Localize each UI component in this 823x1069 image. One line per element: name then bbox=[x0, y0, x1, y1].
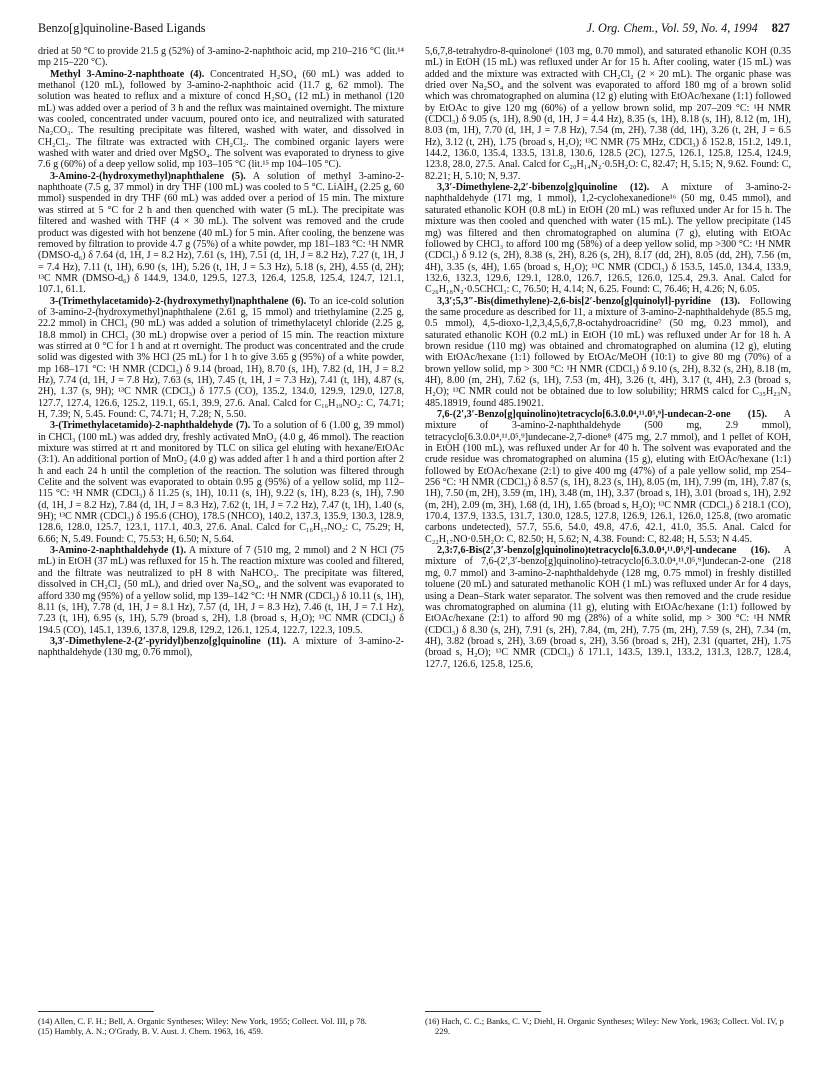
paragraph bbox=[38, 46, 404, 69]
footnotes-right bbox=[425, 1011, 791, 1037]
right-text-column bbox=[425, 46, 791, 670]
compound-heading: 3-Amino-2-(hydroxymethyl)naphthalene (5). bbox=[50, 170, 246, 182]
paragraph bbox=[38, 420, 404, 545]
compound-heading: Methyl 3-Amino-2-naphthoate (4). bbox=[50, 68, 205, 80]
paragraph bbox=[38, 69, 404, 171]
paragraph-text: dried at 50 °C to provide 21.5 g (52%) of 3-amino-2-naphthoic acid, mp 210–216 °C (lit.¹⁴ mp 215–220 °C). bbox=[38, 46, 404, 69]
compound-heading: 3,3′-Dimethylene-2,2′-bibenzo[g]quinoline (12). bbox=[437, 182, 650, 194]
paragraph-text: To a solution of 6 (1.00 g, 39 mmol) in CHCl₃ (100 mL) was added dry, freshly activated MnO₂ (4.0 g, 46 mmol). The reaction mixture was stirred at rt and monitored by TLC on silica gel eluting with hexane/EtOAc (3:1). An additional portion of MnO₂ (4.0 g) was added after 1 h and a third portion after 2 h and each 24 h until the completion of the reaction. The solution was filtered through Celite and the solvent was evaporated to obtain 0.95 g (95%) of a yellow solid, mp 112–115 °C: ¹H NMR (CDCl₃) δ 11.25 (s, 1H), 10.11 (s, 1H), 9.22 (s, 1H), 8.23 (s, 1H), 7.90 (d, 1H, J = 8.2 Hz), 7.84 (d, 1H, J = 8.3 Hz), 7.62 (t, 1H, J = 7.2 Hz), 7.47 (t, 1H), 1.40 (s, 9H); ¹³C NMR (CDCl₃) δ 195.6 (CHO), 178.5 (NHCO), 140.2, 137.3, 135.9, 130.3, 128.9, 128.6, 128.0, 125.7, 123.1, 117.1, 40.3, 27.6. Anal. Calcd for C₁₆H₁₇NO₂: C, 75.29; H, 6.66; N, 5.49. Found: C, 75.53; H, 6.50; N, 5.64. bbox=[38, 420, 404, 545]
footnote: (16) Hach, C. C.; Banks, C. V.; Diehl, H. Organic Syntheses; Wiley: New York, 1963; Collect. Vol. IV, p 229. bbox=[425, 1016, 784, 1037]
paragraph bbox=[425, 409, 791, 545]
footnote: (15) Hambly, A. N.; O'Grady, B. V. Aust. J. Chem. 1963, 16, 459. bbox=[38, 1026, 263, 1037]
compound-heading: 7,6-(2′,3′-Benzo[g]quinolino)tetracyclo[6.3.0.0⁴,¹¹.0⁵,⁹]-undecan-2-one (15). bbox=[437, 409, 768, 420]
paragraph bbox=[38, 545, 404, 636]
paragraph-text: A solution of methyl 3-amino-2-naphthoate (7.5 g, 37 mmol) in dry THF (100 mL) was cooled to 5 °C. LiAlH₄ (2.25 g, 60 mmol) suspended in dry THF (60 mL) was added over a period of 15 min. The mixture was stirred at 5 °C for 2 h and then quenched with water (5 mL). The precipitate was filtered and washed with THF (4 × 30 mL). The solvent was removed and the crude product was digested with hot benzene (40 mL) for 5 min. After cooling, the benzene was removed by filtration to provide 4.7 g (75%) of a white powder, mp 181–183 °C: ¹H NMR (DMSO-d₆) δ 7.64 (d, 1H, J = 8.2 Hz), 7.61 (s, 1H), 7.51 (d, 1H, J = 8.2 Hz), 7.27 (t, 1H, J = 7.4 Hz), 7.11 (t, 1H), 6.90 (s, 1H), 5.26 (t, 1H, J = 5.3 Hz), 5.18 (s, 2H), 4.55 (d, 2H); ¹³C NMR (DMSO-d₆) δ 144.9, 134.0, 129.5, 127.3, 126.4, 125.8, 125.4, 124.7, 121.1, 107.1, 61.1. bbox=[38, 170, 404, 296]
journal-citation bbox=[587, 20, 790, 36]
footnote: (14) Allen, C. F. H.; Bell, A. Organic Syntheses; Wiley: New York, 1955; Collect. Vol. III, p 78. bbox=[38, 1016, 367, 1026]
compound-heading: 3-(Trimethylacetamido)-2-naphthaldehyde (7). bbox=[50, 420, 251, 432]
footnote-rule bbox=[38, 1011, 154, 1012]
paragraph-text: A mixture of 3-amino-2-naphthaldehyde (130 mg, 0.76 mmol), bbox=[38, 635, 404, 659]
paragraph bbox=[38, 296, 404, 421]
paragraph-text: A mixture of 7 (510 mg, 2 mmol) and 2 N HCl (75 mL) in EtOH (37 mL) was refluxed for 15 h. The reaction mixture was cooled and filtered, and the filtrate was neutralized to pH 8 with NaHCO₃. The precipitate was filtered, dissolved in CH₂Cl₂ (50 mL), and dried over Na₂SO₄, and the solvent was evaporated to afford 330 mg (95%) of a yellow solid, mp 139–142 °C: ¹H NMR (CDCl₃) δ 10.11 (s, 1H), 8.11 (s, 1H), 7.78 (d, 1H, J = 8.1 Hz), 7.57 (d, 1H, J = 8.3 Hz), 7.46 (t, 1H, J = 7.1 Hz), 7.23 (t, 1H), 6.95 (s, 1H), 5.79 (broad s, 2H), 1.8 (broad s, H₂O); ¹³C NMR (CDCl₃) δ 194.5 (CO), 145.1, 139.6, 137.8, 129.8, 129.2, 126.1, 125.4, 122.7, 122.3, 109.5. bbox=[38, 545, 404, 636]
paragraph-text: A mixture of 3-amino-2-naphthaldehyde (171 mg, 1 mmol), 1,2-cyclohexanedione¹⁶ (50 mg, 0.45 mmol), and saturated ethanolic KOH (0.8 mL) in EtOH (20 mL) was refluxed under Ar for 15 h. The mixture was then cooled and quenched with water (15 mL). The yellow precipitate (145 mg) was filtered and then chromatographed on alumina (7 g), eluting with EtOAc followed by CHCl₃ to afford 100 mg (58%) of a deep yellow solid, mp >300 °C: ¹H NMR (CDCl₃) δ 9.12 (s, 2H), 8.38 (s, 2H), 8.26 (s, 2H), 8.17 (dd, 2H), 8.05 (dd, 2H), 7.56 (m, 4H), 3.35 (s, 4H), 1.65 (broad s, H₂O); ¹³C NMR (CDCl₃) δ 153.5, 145.0, 134.4, 133.9, 132.6, 132.3, 129.6, 129.1, 128.0, 126.7, 126.5, 126.0, 125.4, 29.3. Anal. Calcd for C₂₆H₁₈N₂·0.5CHCl₃: C, 76.50; H, 4.14; N, 6.25. Found: C, 76.46; H, 4.26; N, 6.05. bbox=[425, 182, 791, 296]
paragraph bbox=[425, 46, 791, 182]
running-title: Benzo[g]quinoline-Based Ligands bbox=[38, 21, 206, 35]
page-number: 827 bbox=[771, 21, 790, 35]
paragraph-text: Concentrated H₂SO₄ (60 mL) was added to methanol (120 mL), followed by 3-amino-2-naphthoic acid (11.7 g, 62 mmol). The solution was heated to reflux and a mixture of concd H₂SO₄ (12 mL) in methanol (120 mL) was added over a period of 3 h and the reflux was maintained overnight. The mixture was cooled, concentrated under vacuum, poured onto ice, and neutralized with saturated Na₂CO₃. The resulting precipitate was filtered, washed with water, and dissolved in CH₂Cl₂. The filtrate was extracted with CH₂Cl₂. The combined organic layers were washed with water and dried over MgSO₄. The solvent was evaporated to dryness to give 7.6 g (60%) of a deep yellow solid, mp 103–105 °C (lit.¹⁵ mp 104–105 °C). bbox=[38, 68, 405, 171]
paragraph bbox=[38, 171, 404, 296]
footnote-rule bbox=[425, 1011, 541, 1012]
paragraph-text: Following the same procedure as described for 11, a mixture of 3-amino-2-naphthaldehyde (85.5 mg, 0.5 mmol), 4,5-dioxo-1,2,3,4,5,6,7,8-octahydroacridine⁷ (50 mg, 0.23 mmol), and saturated ethanolic KOH (0.2 mL) in EtOH (10 mL) was refluxed under Ar for 18 h. A brown residue (110 mg) was obtained and chromatographed on alumina (12 g), eluting with EtOAc/hexane (1:1) followed by EtOAc/MeOH (10:1) to give 80 mg (70%) of a brown yellow solid, mp > 300 °C: ¹H NMR (CDCl₃) δ 9.10 (s, 2H), 8.32 (s, 2H), 8.18 (m, 4H), 8.00 (m, 2H), 7.62 (s, 1H), 7.53 (m, 4H), 3.26 (t, 4H), 3.17 (t, 4H), 2.3 (broad s, H₂O); ¹³C NMR could not be obtained due to low solubility; HRMS calcd for C₃₅H₂₃N₃ 485.18919, found 485.19021. bbox=[425, 295, 791, 409]
compound-heading: 3,3′-Dimethylene-2-(2′-pyridyl)benzo[g]quinoline (11). bbox=[50, 635, 287, 647]
left-text-column bbox=[38, 46, 404, 659]
paragraph-text: To an ice-cold solution of 3-amino-2-(hydroxymethyl)naphthalene (2.61 g, 15 mmol) and triethylamine (2.25 g, 22.2 mmol) in CHCl₃ (90 mL) was added a solution of trimethylacetyl chloride (2.25 g, 18.8 mmol) in CHCl₃ (30 mL) dropwise over a period of 15 min. The reaction mixture was stirred at 0 °C for 1 h and at rt overnight. The product was concentrated and the crude solid was digested with 3% HCl (25 mL) for 1 h to give 3.65 g (95%) of a white powder, mp 168–171 °C: ¹H NMR (CDCl₃) δ 9.14 (broad, 1H), 8.70 (s, 1H), 7.82 (d, 1H, J = 8.2 Hz), 7.74 (d, 1H, J = 7.8 Hz), 7.63 (s, 1H), 7.45 (t, 1H, J = 7.3 Hz), 7.41 (t, 1H), 4.87 (s, 2H), 1.37 (s, 9H); ¹³C NMR (CDCl₃) δ 177.5 (CO), 135.2, 134.0, 129.9, 129.0, 127.8, 127.7, 127.4, 126.6, 125.2, 119.1, 65.1, 39.9, 27.6. Anal. Calcd for C₁₆H₁₉NO₂: C, 74.71; H, 7.39; N, 5.45. Found: C, 74.71; H, 7.28; N, 5.50. bbox=[38, 295, 404, 420]
compound-heading: 2,3:7,6-Bis(2′,3′-benzo[g]quinolino)tetracyclo[6.3.0.0⁴,¹¹.0⁵,⁹]-undecane (16). bbox=[437, 545, 771, 557]
compound-heading: 3-Amino-2-naphthaldehyde (1). bbox=[50, 545, 187, 557]
paragraph bbox=[425, 545, 791, 670]
paragraph bbox=[425, 182, 791, 295]
compound-heading: 3-(Trimethylacetamido)-2-(hydroxymethyl)naphthalene (6). bbox=[50, 295, 307, 307]
running-header bbox=[38, 20, 790, 36]
paragraph-text: A mixture of 7,6-(2′,3′-benzo[g]quinolino)-tetracyclo[6.3.0.0⁴,¹¹.0⁵,⁹]undecan-2-one (218 mg, 0.7 mmol) and 3-amino-2-naphthaldehyde (128 mg, 0.75 mmol) in freshly distilled toluene (20 mL) and saturated methanolic KOH (1 mL) was refluxed under Ar for 4 days, using a Dean–Stark water separator. The solvent was then removed and the crude residue was chromatographed on alumina (11 g), eluting with EtOAc/hexane (1:1) followed by EtOAc/hexane (2:1) to afford 90 mg (28%) of a white solid, mp > 300 °C: ¹H NMR (CDCl₃) δ 8.30 (s, 2H), 7.91 (s, 2H), 7.84, (m, 2H), 7.75 (m, 2H), 7.59 (s, 2H), 7.34 (m, 4H), 3.82 (broad s, 2H), 3.69 (broad s, 2H), 3.56 (broad s, 2H), 2.31 (quartet, 2H), 1.75 (broad s, H₂O); ¹³C NMR (CDCl₃) δ 171.1, 143.5, 139.1, 133.2, 131.3, 128.7, 128.4, 127.7, 126.6, 125.8, 125.6, bbox=[425, 545, 791, 670]
footnotes-left bbox=[38, 1011, 404, 1037]
paragraph bbox=[425, 296, 791, 409]
journal-name: J. Org. Chem., Vol. 59, No. 4, 1994 bbox=[586, 21, 758, 35]
compound-heading: 3,3′;5,3″-Bis(dimethylene)-2,6-bis[2′-benzo[g]quinolyl]-pyridine (13). bbox=[437, 295, 740, 307]
paragraph-text: A mixture of 3-amino-2-naphthaldehyde (500 mg, 2.9 mmol), tetracyclo[6.3.0.0⁴,¹¹.0⁵,⁹]undecane-2,7-dione⁸ (475 mg, 2.7 mmol), and 1 pellet of KOH, in EtOH (100 mL), was refluxed under Ar for 40 h. The solvent was evaporated and the crude residue was chromatographed on alumina (15 g), eluting with EtOAc/hexane (1:1) followed by EtOAc/hexane (2:1) to give 400 mg (47%) of a pale yellow solid, mp 254–256 °C: ¹H NMR (CDCl₃) δ 8.57 (s, 1H), 8.23 (s, 1H), 8.05 (m, 1H), 7.99 (m, 1H), 7.87 (s, 1H), 7.50 (m, 2H), 3.59 (m, 1H), 3.48 (m, 1H), 3.37 (broad s, 1H), 3.01 (broad s, 1H), 2.92 (m, 2H), 2.09 (m, 3H), 1.68 (d, 1H), 1.65 (broad s, H₂O); ¹³C NMR (CDCl₃) δ 218.1 (CO), 170.4, 137.9, 133.5, 131.7, 130.0, 128.5, 127.8, 126.9, 126.1, 126.0, 125.8, (two aromatic carbons undetected), 57.7, 55.6, 54.0, 49.8, 47.6, 42.1, 41.0, 35.5. Anal. Calcd for C₂₂H₁₇NO·0.5H₂O: C, 82.50; H, 5.62; N, 4.38. Found: C, 82.48; H, 5.53; N 4.45. bbox=[425, 409, 791, 545]
paragraph-text: 5,6,7,8-tetrahydro-8-quinolone⁶ (103 mg, 0.70 mmol), and saturated ethanolic KOH (0.35 mL) in EtOH (15 mL) was refluxed under Ar for 15 h. After cooling, water (15 mL) was added and the mixture was extracted with CH₂Cl₂ (2 × 20 mL). The organic phase was dried over Na₂SO₄ and the solvent was evaporated to afford 180 mg of a brown solid which was chromatographed on alumina (12 g) eluting with EtOAc/hexane (1:1) followed by EtOAc to give 120 mg (60%) of a yellow brown solid, mp 207–209 °C: ¹H NMR (CDCl₃) δ 9.05 (s, 1H), 8.90 (d, 1H, J = 4.4 Hz), 8.35 (s, 1H), 8.18 (s, 1H), 8.12 (m, 1H), 8.03 (m, 1H), 7.70 (d, 1H, J = 7.8 Hz), 7.54 (m, 2H), 7.38 (dd, 1H), 3.26 (t, 2H, J = 6.5 Hz), 3.12 (t, 2H), 1.75 (broad s, H₂O); ¹³C NMR (75 MHz, CDCl₃) δ 152.8, 151.2, 149.1, 144.2, 136.0, 135.4, 133.5, 131.8, 130.6, 128.5 (2C), 127.5, 126.1, 125.8, 125.4, 124.9, 123.8, 28.0, 27.5. Anal. Calcd for C₂₀H₁₄N₂·0.5H₂O: C, 82.47; H, 5.15; N, 9.62. Found: C, 82.21; H, 5.10; N, 9.37. bbox=[425, 46, 791, 182]
paragraph bbox=[38, 636, 404, 659]
